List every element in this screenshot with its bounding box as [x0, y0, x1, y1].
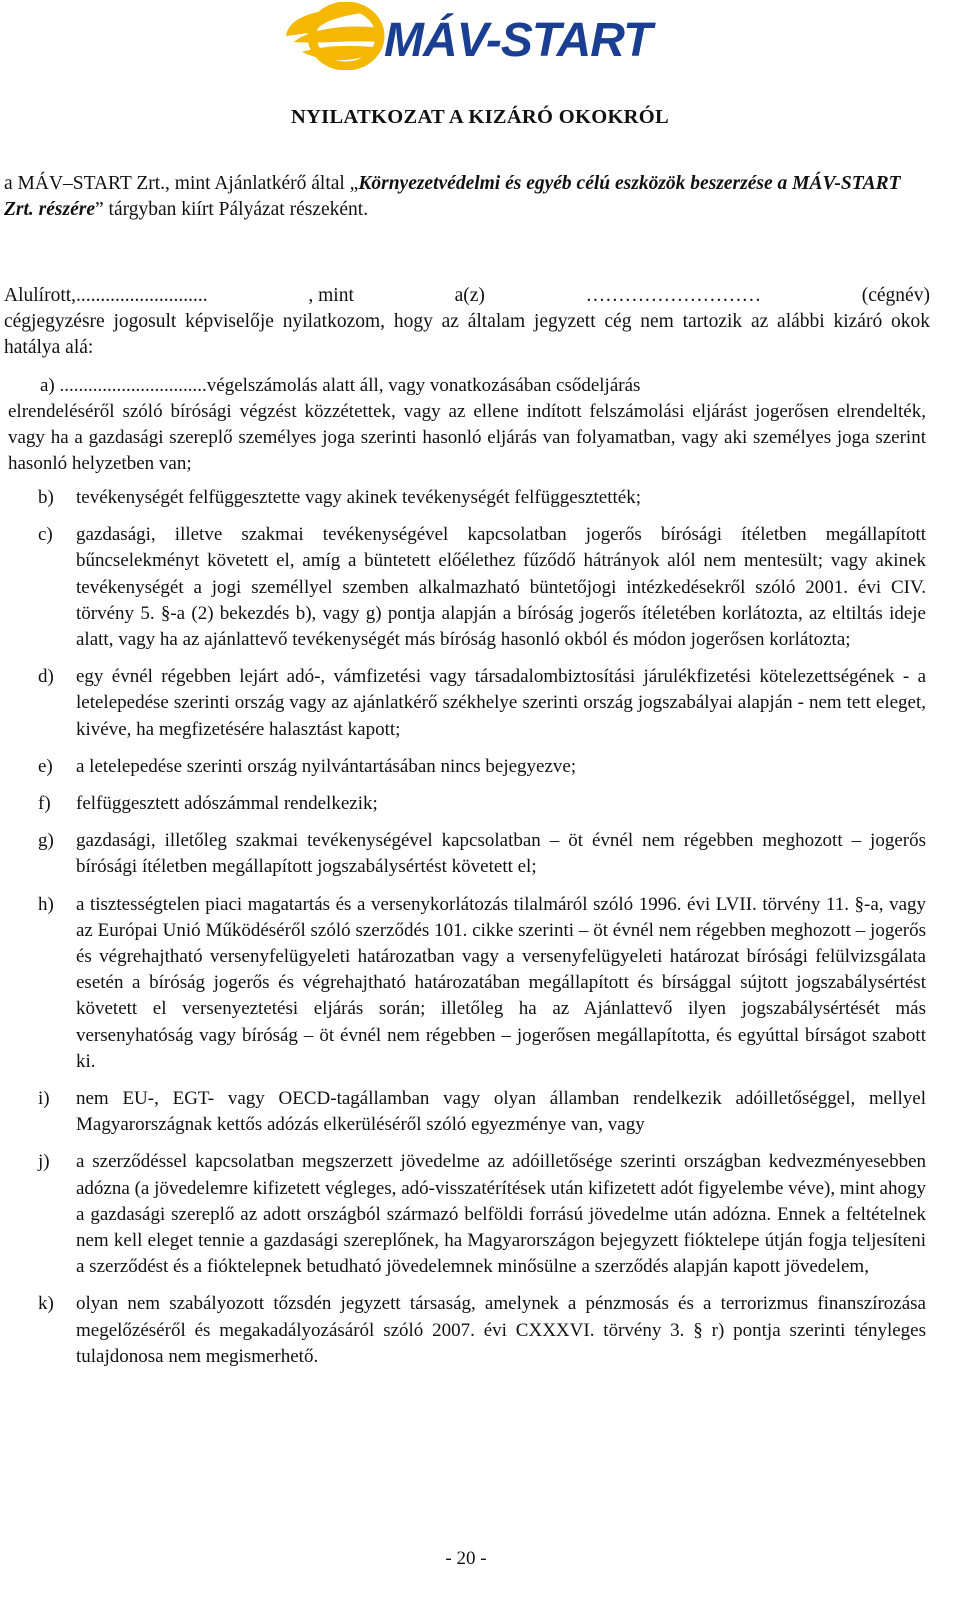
item-text: olyan nem szabályozott tőzsdén jegyzett társaság, amelynek a pénzmosás és a terrorizmus finanszírozása megelőzéséről és megakadályozásáról szóló 2007. évi CXXXVI. törvény 3. § r) pontja szerinti tényleges tulajdonosa nem megismerhető. [76, 1293, 926, 1367]
page-number: - 20 - [445, 1548, 487, 1569]
exclusion-list [38, 485, 926, 1381]
item-letter: d) [38, 666, 54, 688]
item-text: a letelepedése szerinti ország nyilvántartásában nincs bejegyezve; [76, 755, 577, 777]
declaration-name-blank: Alulírott,........................... [4, 285, 208, 306]
intro-paragraph [4, 171, 930, 223]
declaration-company-label: (cégnév) [861, 285, 930, 306]
declaration-paragraph [4, 283, 930, 361]
item-text: nem EU-, EGT- vagy OECD-tagállamban vagy olyan államban rendelkezik adóilletőséggel, mellyel Magyarországnak kettős adózás elkerüléséről szóló egyezménye van, vagy [76, 1088, 926, 1136]
item-letter: j) [38, 1151, 50, 1173]
intro-suffix: ” tárgyban kiírt Pályázat részeként. [95, 199, 369, 220]
item-letter: h) [38, 893, 54, 915]
declaration-mint: , mint [308, 285, 354, 306]
document-title: NYILATKOZAT A KIZÁRÓ OKOKRÓL [290, 106, 670, 128]
item-a-rest: elrendeléséről szóló bírósági végzést közzétettek, vagy az ellene indított felszámolási eljárást jogerősen elrendelték, vagy ha a gazdasági szereplő személyes joga szerinti hasonló eljárás van folyamatban, vagy aki személyes joga szerint hasonló helyzetben van; [8, 401, 926, 474]
item-letter: k) [38, 1293, 54, 1315]
list-item-a [8, 373, 926, 477]
list-item [38, 1149, 926, 1280]
list-item [38, 1291, 926, 1370]
list-item [38, 828, 926, 880]
logo-wordmark: MÁV-START [384, 14, 652, 67]
declaration-company-blank: ……………………… [585, 285, 762, 306]
item-letter: c) [38, 524, 53, 546]
declaration-az: a(z) [454, 285, 485, 306]
item-letter: i) [38, 1088, 50, 1110]
list-item [38, 754, 926, 780]
list-item [38, 892, 926, 1075]
mav-start-logo [280, 2, 680, 70]
item-text: tevékenységét felfüggesztette vagy akinek tevékenységét felfüggesztették; [76, 487, 641, 508]
item-text: gazdasági, illetve szakmai tevékenységével kapcsolatban jogerős bírósági ítéletben megállapított bűncselekményt követett el, amíg a büntetett előélethez fűződő hátrányok alól nem mentesült; vagy akinek tevékenységét a jogi személlyel szemben alkalmazható büntetőjogi intézkedésekről szóló 2001. évi CIV. törvény 5. §-a (2) bekezdés b), vagy g) pontja alapján a bíróság jogerős ítéletében korlátozta, az eltiltás ideje alatt, vagy ha az ajánlattevő tevékenységét más bíróság hasonló okból és módon jogerősen korlátozta; [76, 524, 926, 651]
item-a-first-line: ...............................végelszámolás alatt áll, vagy vonatkozásában csődeljárás [59, 375, 641, 396]
item-text: egy évnél régebben lejárt adó-, vámfizetési vagy társadalombiztosítási járulékfizetési kötelezettségének - a letelepedése szerinti ország vagy az ajánlatkérő székhelye szerinti ország jogszabályai alapján - nem tett eleget, kivéve, ha megfizetésére halasztást kapott; [76, 666, 926, 740]
item-text: a tisztességtelen piaci magatartás és a versenykorlátozás tilalmáról szóló 1996. évi LVII. törvény 11. §-a, vagy az Európai Unió Működéséről szóló szerződés 101. cikke szerinti – öt évnél nem régebben meghozott – jogerős és végrehajtható versenyfelügyeleti határozatban vagy a versenyfelügyeleti határozat bírósági felülvizsgálata esetén a bíróság jogerős és végrehajtható határozatában megállapított és bírsággal sújtott jogszabálysértést követett el versenyeztetési eljárás során; illetőleg ha az Ajánlattevő ilyen jogszabálysértését más versenyhatóság vagy bíróság – öt évnél nem régebben – jogerősen megállapította, és egyúttal bírságot szabott ki. [76, 893, 926, 1072]
item-letter: f) [38, 793, 51, 815]
intro-prefix: a MÁV–START Zrt., mint Ajánlatkérő által „ [4, 173, 359, 194]
intro-subject: Környezetvédelmi és egyéb célú eszközök beszerzése a MÁV-START Zrt. részére [4, 173, 901, 220]
item-text: a szerződéssel kapcsolatban megszerzett jövedelme az adóilletősége szerinti országban kedvezményesebben adózna (a jövedelemre kifizetett végleges, adó-visszatérítések után kifizetett adót figyelembe véve), mint ahogy a gazdasági szereplő az adott országból származó belföldi forrású jövedelme után adózna. Ennek a feltételnek nem kell eleget tennie a gazdasági szereplőnek, ha Magyarországon bejegyzett fióktelepe útján fogja teljesíteni a szerződést és a fióktelepnek betudható jövedelemnek minősülne a szerződés alapján kapott jövedelem, [76, 1151, 926, 1278]
list-item [38, 1086, 926, 1138]
item-letter: g) [38, 830, 54, 852]
list-item [38, 522, 926, 653]
item-letter: e) [38, 755, 53, 777]
item-letter: b) [38, 487, 54, 508]
item-text: gazdasági, illetőleg szakmai tevékenységével kapcsolatban – öt évnél nem régebben meghozott – jogerős bírósági ítéletben megállapított jogszabálysértést követett el; [76, 830, 926, 878]
declaration-rest: cégjegyzésre jogosult képviselője nyilatkozom, hogy az általam jegyzett cég nem tartozik az alábbi kizáró okok hatálya alá: [4, 311, 930, 358]
item-text: felfüggesztett adószámmal rendelkezik; [76, 793, 378, 815]
list-item [38, 485, 926, 511]
list-item [38, 664, 926, 743]
item-letter: a) [40, 375, 55, 396]
list-item [38, 791, 926, 817]
